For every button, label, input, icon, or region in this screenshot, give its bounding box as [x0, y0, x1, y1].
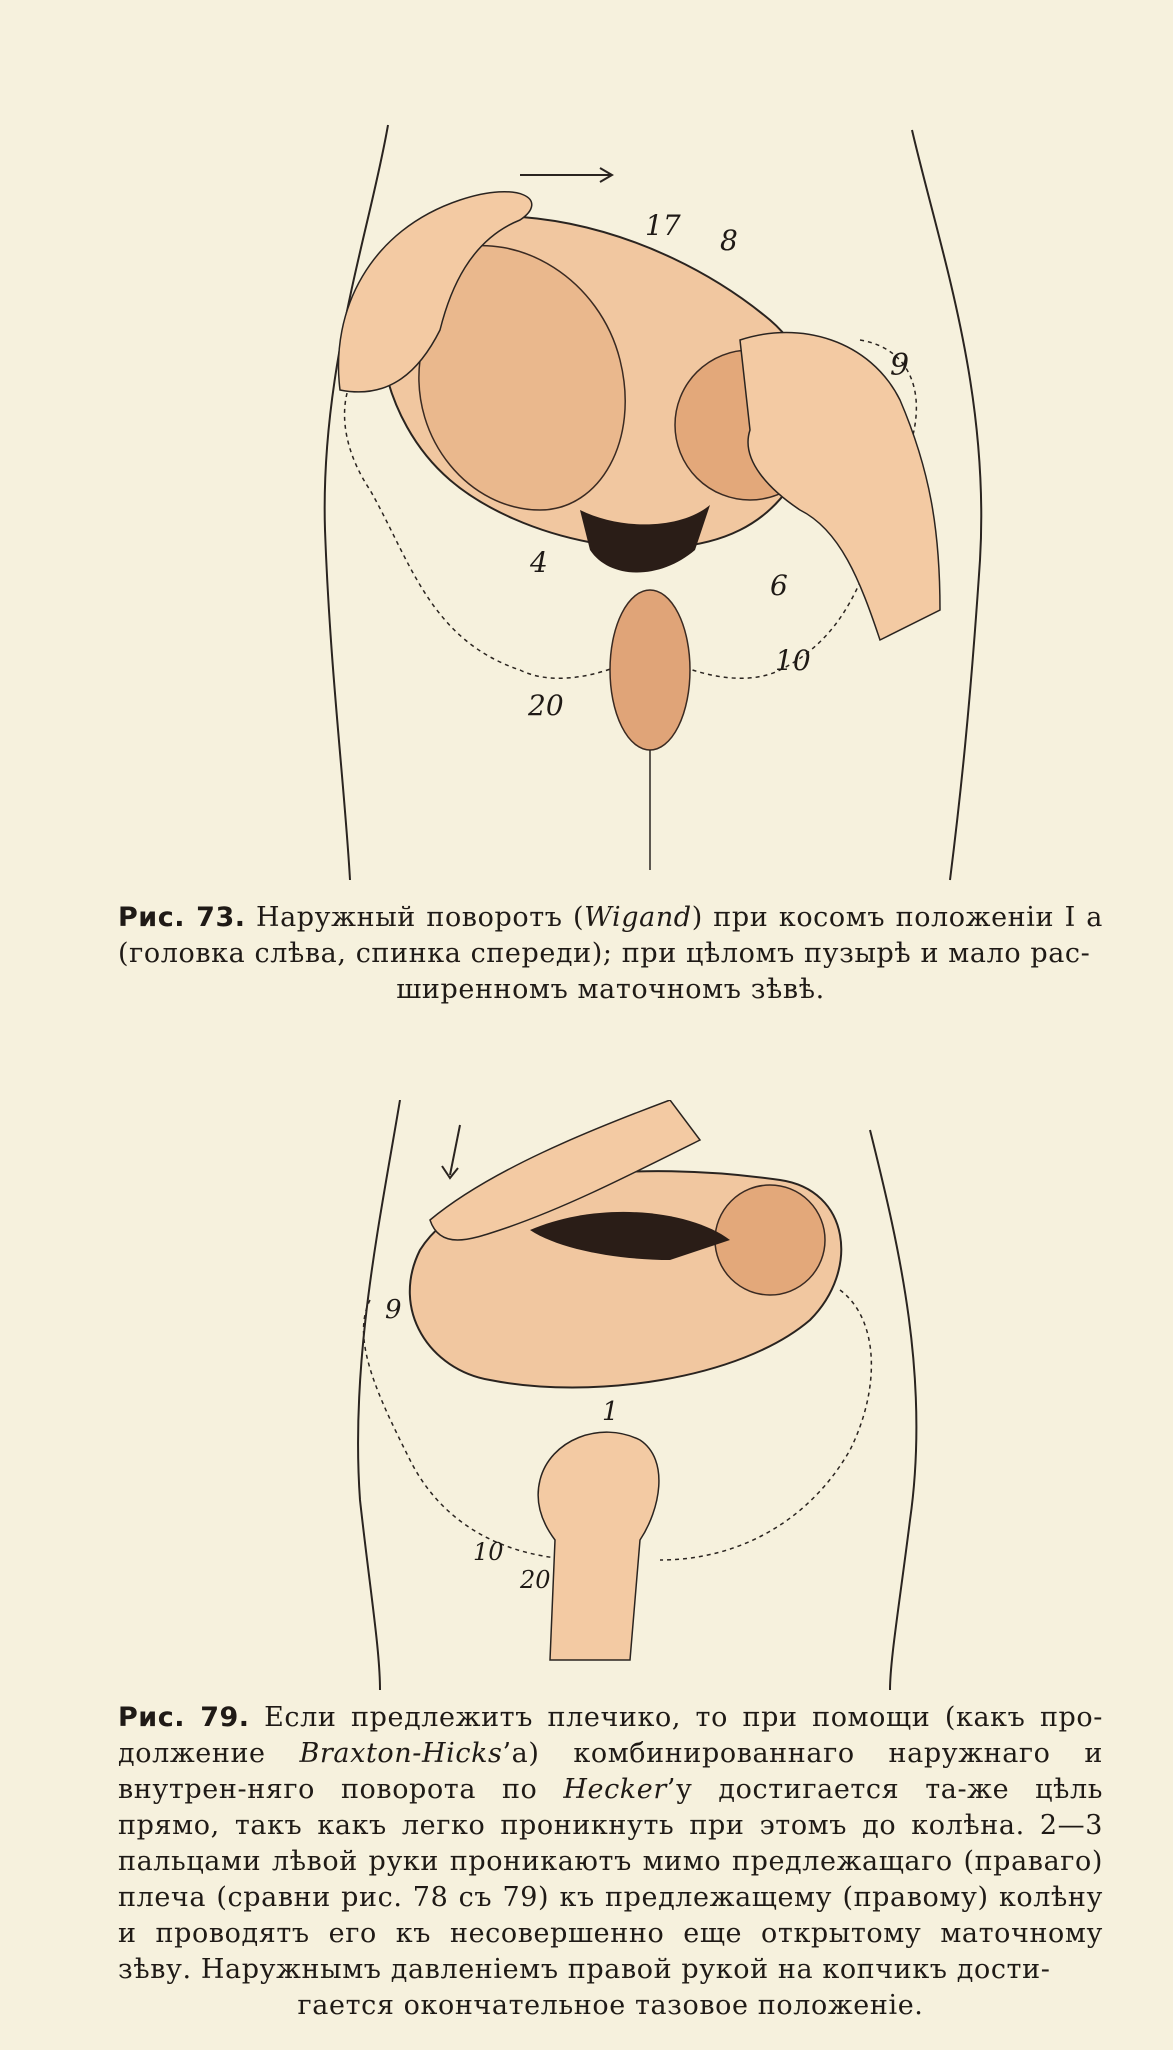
- caption-author: Hecker: [563, 1774, 667, 1805]
- label-4: 4: [530, 546, 548, 579]
- label-9: 9: [890, 348, 910, 383]
- caption-last-line: гается окончательное тазовое положеніе.: [297, 1990, 924, 2021]
- caption-text: ’а) комбинированнаго наружнаго и внутрен-няго поворота по: [118, 1738, 1103, 1805]
- caption-text: Наружный поворотъ (: [245, 902, 585, 933]
- label-1: 1: [602, 1397, 619, 1427]
- caption-figure-79: [118, 1700, 1103, 2024]
- caption-author: Wigand: [584, 902, 692, 933]
- label-20: 20: [520, 1566, 551, 1594]
- caption-text: Если предлежитъ плечико, то при помощи (какъ про-должение: [118, 1702, 1103, 1769]
- caption-figure-73: [118, 900, 1103, 1008]
- body-outline-right: [870, 1130, 916, 1690]
- label-20: 20: [528, 689, 564, 722]
- fetal-head: [715, 1185, 825, 1295]
- figure-79-illustration: [340, 1100, 940, 1700]
- caption-author: Braxton-Hicks: [299, 1738, 503, 1769]
- body-outline-left: [325, 125, 388, 880]
- figure-73-illustration: [300, 110, 1000, 890]
- caption-label: Рис. 73.: [118, 902, 246, 933]
- label-6: 6: [770, 569, 788, 602]
- caption-text: ) при косомъ положеніи I a (головка слѣва, спинка спереди); при цѣломъ пузырѣ и мало рас-: [118, 902, 1103, 969]
- direction-arrow: [450, 1125, 460, 1175]
- label-17: 17: [645, 209, 681, 242]
- label-9: 9: [385, 1295, 402, 1325]
- caption-text: ’у достигается та-же цѣль прямо, такъ какъ легко проникнуть при этомъ до колѣна. 2—3 пальцами лѣвой руки проникаютъ мимо предлежащаго (праваго) плеча (сравни рис. 78 съ 79) къ предлежащему (правому) колѣну и проводятъ его къ несовершенно еще открытому маточному зѣву. Наружнымъ давленіемъ правой рукой на копчикъ дости-: [118, 1774, 1104, 1985]
- label-10: 10: [775, 644, 811, 677]
- vulva-shape: [610, 590, 690, 750]
- caption-last-line: ширенномъ маточномъ зѣвѣ.: [396, 974, 825, 1005]
- internal-hand: [538, 1432, 659, 1660]
- caption-label: Рис. 79.: [118, 1702, 250, 1733]
- label-8: 8: [720, 224, 738, 257]
- label-10: 10: [473, 1538, 504, 1566]
